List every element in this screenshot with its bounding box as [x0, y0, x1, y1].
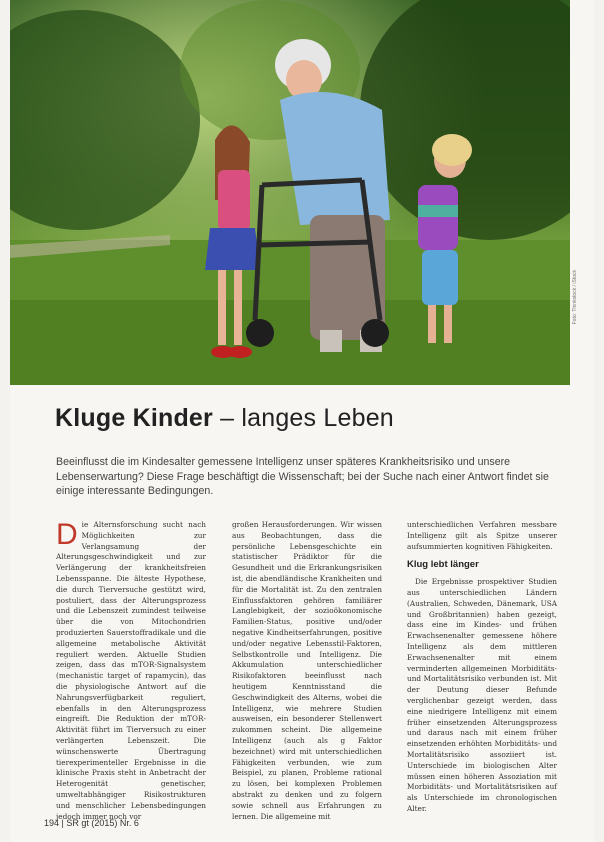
column-3-text-2: Die Ergebnisse prospektiver Studien aus unterschiedlichen Ländern (Australien, Schweden, Dänemark, USA und Großbritannien) haben gezeigt, dass eine im Kindes- und frühen Erwachsenenalter gemessene höhere Intelligenz als dem mittleren Erwachsenenalter mit einem verminderten allgemeinen Morbiditäts- und Mortalitätsrisiko verbunden ist. Mit der Deutung dieser Befunde verglichenbar gezeigt werden, dass eine niedrigere Intelligenz mit einem früher einsetzenden Alterungsprozess und daraus nach mit einem früher einsetzenden erhöhten Morbiditäts- und Mortalitätsrisiko assoziiert ist. Unterschiede im biologischen Alter müssen einen höheren Assoziation mit Morbiditäts- und Mortalitätsrisiken auf als Unterschiede im chronologischen Alter. — [407, 577, 557, 813]
lead-paragraph: Beeinflusst die im Kindesalter gemessene Intelligenz unser späteres Krankheitsrisiko und unsere Lebenserwartung? Diese Frage beschäftigt die Wissenschaft; bei der Suche nach einer Antwort findet sie einige interessante Bedingungen. — [56, 456, 549, 497]
column-3-text-1: unterschiedlichen Verfahren messbare Intelligenz gilt als Spitze unserer aufsummierten kognitiven Fähigkeiten. — [407, 520, 557, 551]
page-footer: 194 | SR gt (2015) Nr. 6 — [44, 818, 139, 828]
hero-photo — [10, 0, 570, 385]
column-2-text: großen Herausforderungen. Wir wissen aus Beobachtungen, dass die persönliche Lebensgeschichte ein statistischer Prädiktor für die Gesundheit und die Erkrankungsrisiken ist, die abendländische Krankheiten und für die Mortalität ist. Zu den zentralen Einflussfaktoren gehören familiärer Langlebigkeit, der sozioökonomische Familien-Status, positive und/oder negative Kindheitserfahrungen, positive und/oder negative Lebensstil-Faktoren, Selbstkontrolle und Intelligenz. Die Akkumulation unterschiedlicher Risikofaktoren beeinflusst nach heutigem Kenntnisstand die Geschwindigkeit des Alterns, wobei die Intelligenz, wie mehrere Studien ausweisen, ein besonderer Stellenwert zukommen scheint. Die allgemeine Intelligenz (auch als g Faktor bezeichnet) wird mit unterschiedlichen Fähigkeiten verbunden, wie zum Beispiel, zu planen, Probleme rational zu lösen, bei komplexen Problemen abstrakt zu denken und zu folgern sowie schnell aus Erfahrungen zu lernen. Die allgemeine mit — [232, 520, 382, 821]
photo-illustration — [10, 0, 570, 385]
subheading: Klug lebt länger — [407, 559, 479, 571]
column-2 — [232, 520, 382, 822]
headline-bold: Kluge Kinder — [55, 404, 213, 432]
column-3 — [407, 520, 557, 815]
drop-cap: D — [56, 518, 78, 551]
column-1-text: ie Alternsforschung sucht nach Möglichkeiten zur Verlangsamung der Alterungsgeschwindigkeit und zur Verlängerung der krankheitsfreien Lebensspanne. Die älteste Hypothese, die durch Tierversuche gestützt wird, postuliert, dass der Alterungsprozess und die Lebenszeit zumindest teilweise über die von Mitochondrien produzierten Sauerstoffradikale und die allgemeine metabolische Aktivität reguliert werden. Aktuelle Studien zeigen, dass das mTOR-Signalsystem (mechanistic target of rapamycin), das die physiologische Antwort auf die Nahrungsverfügbarkeit reguliert, ebenfalls in den Alterungsprozess eingreift. Die Reduktion der mTOR-Aktivität führt im Tierversuch zu einer verlängerten Lebenszeit. Die wünschenswerte Übertragung tierexperimenteller Ergebnisse in die klinische Praxis steht in Anbetracht der Heterogenität genetischer, umweltabhängiger Risikostrukturen und menschlicher Lebensbedingungen jedoch immer noch vor — [56, 520, 206, 821]
column-1 — [56, 520, 206, 822]
headline-rest: – langes Leben — [212, 404, 394, 432]
photo-credit: Foto: Thinkstock / iStock — [572, 270, 578, 325]
headline — [55, 404, 394, 433]
